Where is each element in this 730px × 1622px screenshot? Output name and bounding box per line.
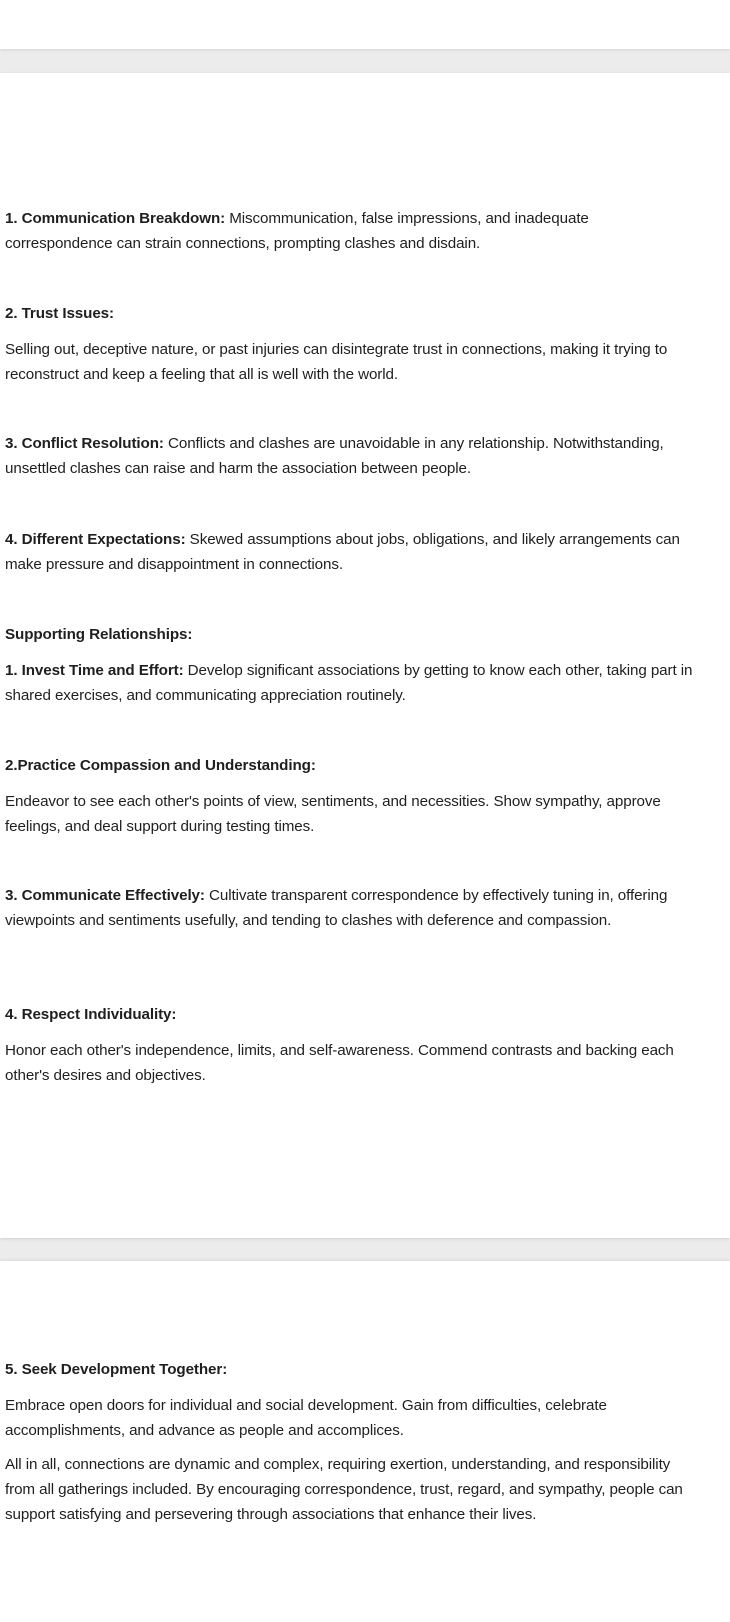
paragraph-heading: 3. Conflict Resolution: xyxy=(5,435,164,452)
paragraph-respect-individuality: Honor each other's independence, limits, and self-awareness. Commend contrasts and backing each other's desires and objectives. xyxy=(5,1042,674,1084)
paragraph-different-expectations xyxy=(5,527,697,577)
paragraph-heading: 4. Different Expectations: xyxy=(5,531,186,548)
paragraph-body: Conflicts and clashes are unavoidable in any relationship. Notwithstanding, unsettled clashes can raise and harm the association between people. xyxy=(5,435,664,477)
paragraph-seek-development: Embrace open doors for individual and social development. Gain from difficulties, celebrate accomplishments, and advance as people and accomplices. xyxy=(5,1397,607,1439)
heading-trust-issues: 2. Trust Issues: xyxy=(5,305,114,322)
paragraph-heading: 1. Invest Time and Effort: xyxy=(5,662,184,679)
paragraph-conclusion: All in all, connections are dynamic and complex, requiring exertion, understanding, and responsibility from all gatherings included. By encouraging correspondence, trust, regard, and sympathy, people can support satisfying and persevering through associations that enhance their lives. xyxy=(5,1456,683,1523)
paragraph-body: Develop significant associations by getting to know each other, taking part in shared exercises, and communicating appreciation routinely. xyxy=(5,662,693,704)
paragraph-heading: 1. Communication Breakdown: xyxy=(5,210,226,227)
paragraph-body: Skewed assumptions about jobs, obligations, and likely arrangements can make pressure and disappointment in connections. xyxy=(5,531,680,573)
paragraph-trust-issues: Selling out, deceptive nature, or past injuries can disintegrate trust in connections, making it trying to reconstruct and keep a feeling that all is well with the world. xyxy=(5,341,668,383)
heading-supporting-relationships: Supporting Relationships: xyxy=(5,626,193,643)
paragraph-invest-time xyxy=(5,658,697,708)
paragraph-body: Cultivate transparent correspondence by effectively tuning in, offering viewpoints and sentiments usefully, and tending to clashes with deference and compassion. xyxy=(5,887,668,929)
paragraph-practice-compassion: Endeavor to see each other's points of view, sentiments, and necessities. Show sympathy, approve feelings, and deal support during testing times. xyxy=(5,793,661,835)
heading-seek-development: 5. Seek Development Together: xyxy=(5,1361,228,1378)
previous-page-bottom xyxy=(0,0,730,49)
heading-practice-compassion: 2.Practice Compassion and Understanding: xyxy=(5,757,316,774)
heading-respect-individuality: 4. Respect Individuality: xyxy=(5,1006,177,1023)
paragraph-conflict-resolution xyxy=(5,431,697,481)
document-page xyxy=(0,1261,730,1622)
document-page xyxy=(0,73,730,1238)
paragraph-heading: 3. Communicate Effectively: xyxy=(5,887,205,904)
paragraph-body: Miscommunication, false impressions, and inadequate correspondence can strain connections, prompting clashes and disdain. xyxy=(5,210,589,252)
paragraph-communicate-effectively xyxy=(5,883,697,933)
paragraph-communication-breakdown xyxy=(5,206,697,256)
